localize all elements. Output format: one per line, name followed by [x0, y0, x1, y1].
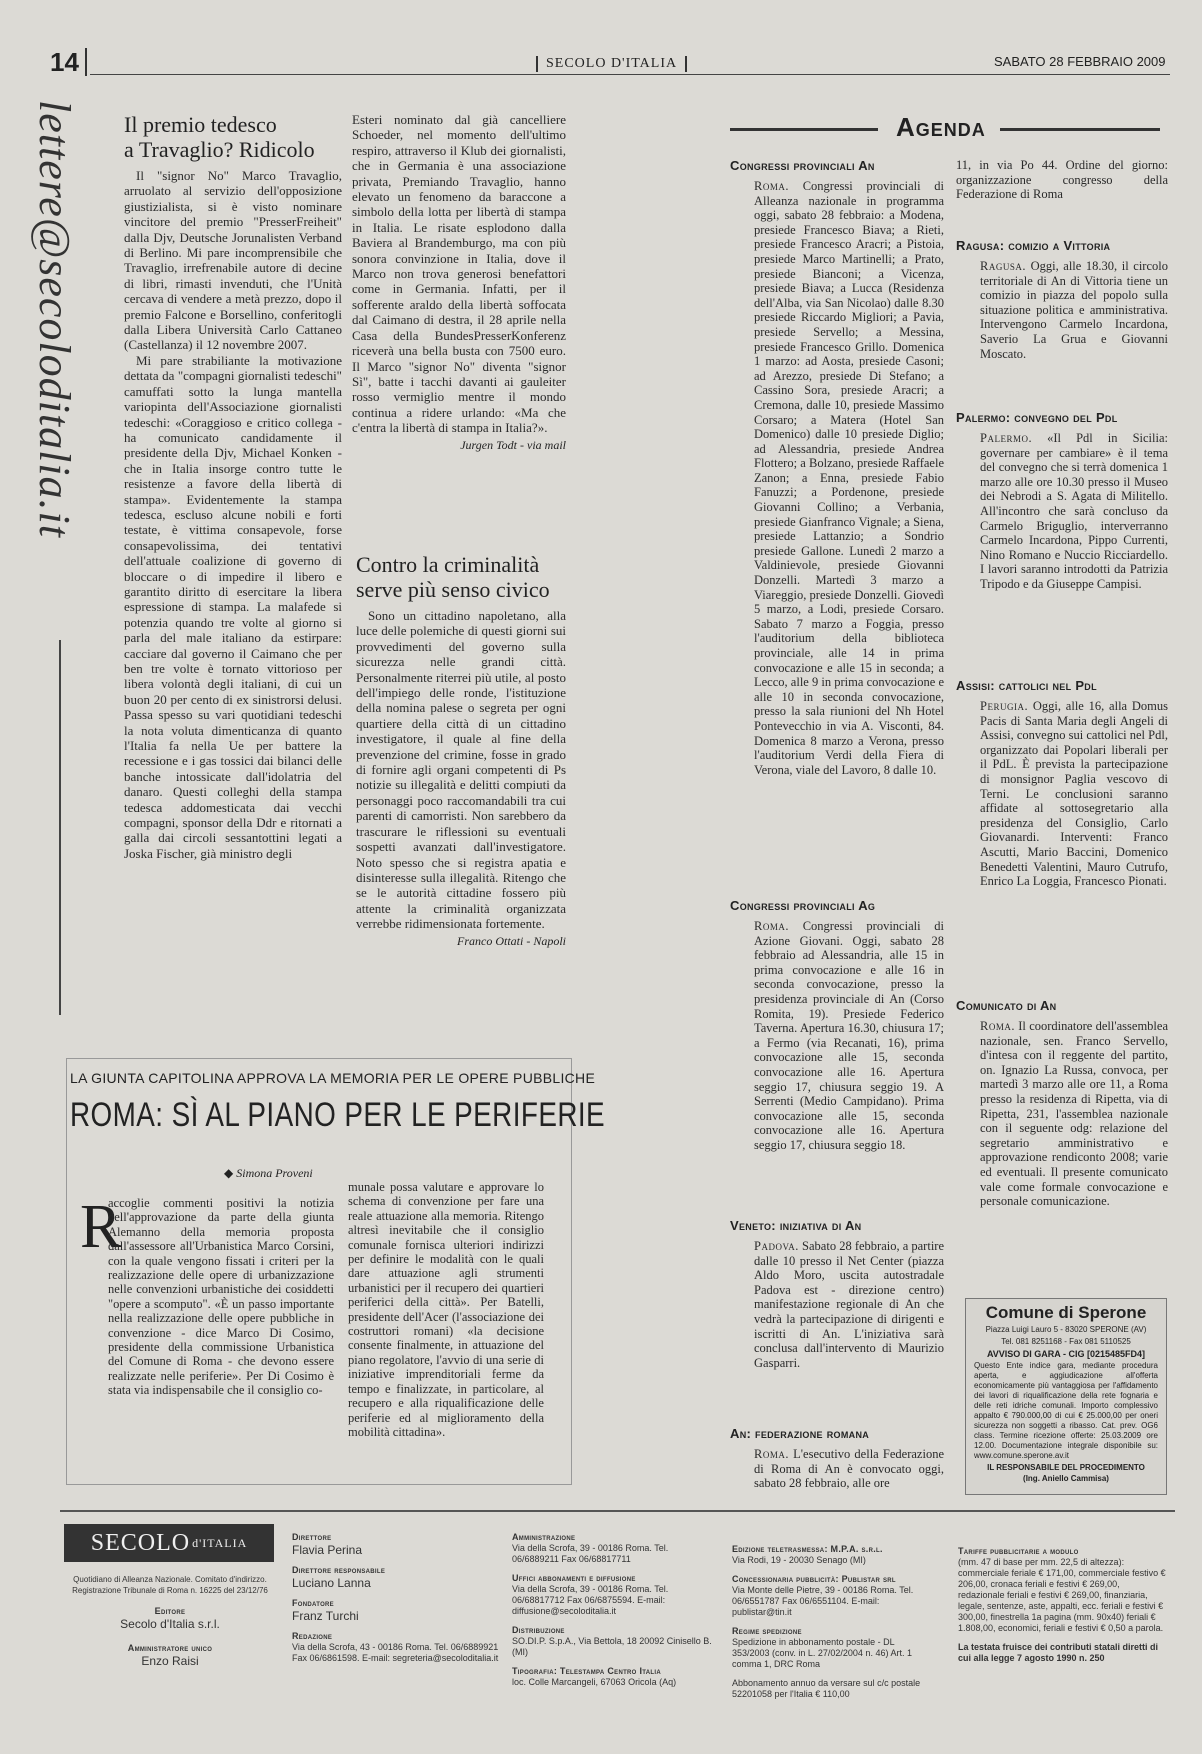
agenda-item: An: federazione romana Roma. L'esecutivo della Federazione di Roma di An è convocato oggi, sabato 28 febbraio, alle ore: [730, 1426, 944, 1491]
letter-criminalita: [356, 552, 566, 949]
page-number: 14: [50, 48, 87, 76]
footer-publisher: Quotidiano di Alleanza Nazionale. Comitato d'indirizzo. Registrazione Tribunale di Roma n. 16225 del 23/12/76 Editore Secolo d'Italia s.r.l. Amministratore unico Enzo Raisi: [72, 1575, 268, 1668]
agenda-rule-left: [730, 128, 878, 131]
paper-name: SECOLO D'ITALIA: [536, 56, 687, 72]
feature-body-col2: munale possa valutare e approvare lo schema di convenzione per fare una reale attuazione alla memoria. Ritengo altresì inevitabile che il consiglio comunale fornisca ulteriori indirizzi per definire le modalità con le quali dare attuazione agli strumenti urbanistici per il recupero dei quartieri periferici della città». Per Batelli, presidente dell'Acer (l'associazione dei costruttori romani) «la decisione consente finalmente, in attuazione del piano regolatore, l'avvio di una serie di iniziative imprenditoriali ferme da tempo e finalizzate, in particolare, al recupero e alla riqualificazione delle periferie ed al miglioramento della mobilità cittadina».: [348, 1180, 544, 1439]
agenda-item: Veneto: iniziativa di An Padova. Sabato 28 febbraio, a partire dalle 10 presso il Net Center (piazza Aldo Moro, uscita autostradale Padova est - direzione centro) manifestazione regionale di An che vedrà la partecipazione di dirigenti e iscritti di An. L'iniziativa sarà conclusa dall'intervento di Maurizio Gasparri.: [730, 1218, 945, 1370]
agenda-title: Agenda: [896, 112, 986, 142]
feature-author: ◆ Simona Proveni: [224, 1166, 313, 1180]
letter-title: Il premio tedesco a Travaglio? Ridicolo: [124, 112, 315, 162]
letter-body-col1: Il "signor No" Marco Travaglio, arruolato al servizio dell'opposizione giustizialista, si è visto nominare vincitore del premio "PresserFreiheit" dalla Djv, Deutsche Jorunalisten Verband di Berlino. Mi pare incomprensibile che Travaglio, irrefrenabile autore di decine di libri, rimasti invenduti, che l'Unità cercava di vendere a metà prezzo, dopo il premio Falcone e Borsellino, conferitogli dalla Libera Università Carlo Cattaneo (Castellanza) il 12 novembre 2007. Mi pare strabiliante la motivazione dettata da "compagni giornalisti tedeschi" camuffati sotto la lunga mantella variopinta dell'Associazione giornalisti tedeschi: «Coraggioso e critico collega - ha comunicato candidamente il presidente della Djv, Michael Konken - che in Italia insorge contro tutte le resistenze a favore della libertà di stampa». Evidentemente la stampa tedesca, escluso alcune nobili e forti testate, è vittima consapevole, forse consapevolissima, dei tentativi dell'attuale coalizione di governo di bloccare o di impedire il libero e garantito diritto di esercitare la libera espressione di stampa. La malafede si potenzia quando tre volte al giorno si parla del male italiano da estirpare: cacciare dal governo il Caimano che per ben tre volte è tornato vittorioso per libera volontà degli italiani, di cui un buon 20 per cento di ex sinistrorsi delusi. Passa spesso su vari quotidiani tedeschi la nota voluta dimenticanza di quanto l'Italia fa nella Ue per battere la recessione e i gas tossici dai bilanci delle banche intossicate dall'idolatria del danaro. Questi colleghi della stampa tedesca addomesticata dai vecchi compagni, sponsor della Ddr e ritornati a galla dai circoli sessantottini legati a Joska Fischer, già ministro degli: [124, 168, 342, 861]
footer-distribution: Edizione teletrasmessa: M.P.A. s.r.l. Via Rodi, 19 - 20030 Senago (MI) Concessionaria pubblicità: Publistar srl Via Monte delle Pietre, 39 - 00186 Roma. Tel. 06/6551787 Fax 06/6551104. E-mail: publistar@tin.it Regime spedizione Spedizione in abbonamento postale - DL 353/2003 (conv. in L. 27/02/2004 n. 46) Art. 1 comma 1, DRC Roma Abbonamento annuo da versare sul c/c postale 52201058 per l'Italia € 110,00: [732, 1544, 921, 1699]
agenda-item: 11, in via Po 44. Ordine del giorno: organizzazione congresso della Federazione di Roma: [956, 158, 1168, 202]
footer-rule: [60, 1510, 1175, 1512]
agenda-item: Palermo: convegno del Pdl Palermo. «Il Pdl in Sicilia: governare per cambiare» è il tema del convegno che si terrà domenica 1 marzo alle ore 10.30 presso il Museo dei Nebrodi a S. Agata di Militello. All'incontro che sarà concluso da Carmelo Briguglio, interverranno Carmelo Incardona, Pippo Currenti, Nino Romano e Nuccio Ricciardello. I lavori saranno introdotti da Patrizia Tripodo e da Giuseppe Campisi.: [956, 410, 1169, 591]
agenda-item: Assisi: cattolici nel Pdl Perugia. Oggi, alle 16, alla Domus Pacis di Santa Maria degli Angeli di Assisi, convegno sui cattolici nel Pdl, organizzato dai Popolari liberali per il PdL. È prevista la partecipazione di monsignor Paglia vescovo di Terni. Le conclusioni saranno affidate al sottosegretario alla presidenza del Consiglio, Carlo Giovanardi. Interventi: Franco Ascutti, Mario Baccini, Domenico Benedetti Valentini, Mauro Cutrufo, Enrico La Loggia, Francesco Pionati.: [956, 678, 1168, 889]
ad-notice: AVVISO DI GARA - CIG [0215485FD4]: [986, 1349, 1146, 1359]
letter-body-col2: Esteri nominato dal già cancelliere Schoeder, nel momento dell'ultimo respiro, attraverso il Klub dei giornalisti, che in Germania è una associazione privata, Premiando Travaglio, hanno elevato un fenomeno da baraccone a simbolo della lotta per libertà di stampa in Italia. Le risate esplodono dalla Baviera al Brandemburgo, ma con più sonora convinzione in Italia, dove il Marco non trova generosi benefattori come in Germania. Infatti, per il sofferente araldo della libertà soffocata dal Caimano di destra, il 28 aprile nella Casa della BundesPresserKonferenz riceverà una bella busta con 7500 euro. Il Marco "signor No" diventa "signor Sì", batte i tacchi davanti ai gauleiter rosso vermiglio mentre il mondo continua a ridere urlando: «Ma che c'entra la libertà di stampa in Italia?».: [352, 112, 566, 436]
comune-sperone-ad: [965, 1298, 1167, 1495]
letter-signature: Jurgen Todt - via mail: [460, 437, 566, 452]
ad-address: Piazza Luigi Lauro 5 - 83020 SPERONE (AV): [985, 1325, 1147, 1334]
footer-rates: Tariffe pubblicitarie a modulo (mm. 47 di base per mm. 22,5 di altezza): commerciale feriale € 171,00, commerciale festivo € 206,00, cronaca feriali e festivi € 269,00, redazionale feriali e festivi € 269,00, finanziaria, legale, sentenze, aste, appalti, ecc. feriali e festivi € 300,00, finestrella 1a pagina (mm. 90x40) feriali € 1.808,00, economici, feriali e festivi € 0,50 a parola. La testata fruisce dei contributi statali diretti di cui alla legge 7 agosto 1990 n. 250: [958, 1546, 1166, 1663]
ad-signer: (Ing. Aniello Cammisa): [1023, 1474, 1109, 1483]
ad-body: Questo Ente indice gara, mediante procedura aperta, e aggiudicazione all'offerta economicamente più vantaggiosa per l'affidamento dei lavori di riqualificazione della rete fognaria e delle reti idriche comunali. Importo complessivo appalto € 790.000,00 di cui € 25.000,00 per oneri sicurezza non soggetti a ribasso. Cat. prev. OG6 class. Termine ricezione offerte: 25.03.2009 ore 12.00. Documentazione integrale disponibile su: www.comune.sperone.av.it: [974, 1361, 1158, 1460]
letters-email-label[interactable]: lettere@secoloditalia.it: [30, 100, 79, 538]
feature-headline: ROMA: SÌ AL PIANO PER LE PERIFERIE: [70, 1096, 606, 1134]
feature-kicker: LA GIUNTA CAPITOLINA APPROVA LA MEMORIA PER LE OPERE PUBBLICHE: [70, 1070, 596, 1086]
letter-body: Sono un cittadino napoletano, alla luce delle polemiche di questi giorni sui provvedimenti del governo sulla sicurezza nelle grandi città. Personalmente riterrei più utile, al posto dell'impiego delle ronde, l'istituzione della nomina palese o segreta per ogni quartiere della città di un cittadino investigatore, il quale al fine della prevenzione del crimine, fosse in grado di fornire agli organi competenti di Ps notizie su illegalità e delitti compiuti da personaggi poco raccomandabili tra cui parenti di camorristi. Non sarebbero da trascurare le riflessioni su eventuali sospetti avanzati dall'investigatore. Noto spesso che si registra apatia e disinteresse sulla illegalità. Ritengo che se le autorità cittadine fossero più attente la criminalità organizzata verrebbe ridimensionata fortemente.: [356, 608, 566, 932]
letters-sidebar: [18, 100, 88, 1010]
agenda-item: Ragusa: comizio a Vittoria Ragusa. Oggi, alle 18.30, il circolo territoriale di An di Vittoria tiene un comizio in piazza del popolo sulla situazione politica e amministrativa. Intervengono Carmelo Incardona, Saverio La Grua e Giovanni Moscato.: [956, 238, 1168, 361]
letter-premio-tedesco-cont: [352, 112, 566, 453]
feature-body-col1: accoglie commenti positivi la notizia dell'approvazione da parte della giunta Alemanno della memoria proposta dall'assessore all'Urbanistica Marco Corsini, con la quale vengono fissati i criteri per la realizzazione delle opere di urbanizzazione nelle convenzioni urbanistiche dei cosiddetti "opere a scomputo". «È un passo importante nella realizzazione delle opere pubbliche in convenzione - dice Marco Di Cosimo, presidente della commissione Urbanistica del Comune di Roma - che devono essere realizzate nelle periferie». Per Di Cosimo è stata via indispensabile che il consiglio co-: [108, 1196, 334, 1398]
header-rule: [90, 74, 1170, 75]
agenda-item: Comunicato di An Roma. Il coordinatore dell'assemblea nazionale, sen. Franco Servello, d'intesa con il reggente del partito, on. Ignazio La Russa, convoca, per martedì 3 marzo alle ore 11, a Roma presso la residenza di Ripetta, via di Ripetta, 231, l'assemblea nazionale con il seguente odg: relazione del segretario amministrativo e approvazione rendiconto 2008; varie ed eventuali. Il presente comunicato vale come formale convocazione e personale comunicazione.: [956, 998, 1169, 1209]
feature-dropcap: R: [80, 1193, 122, 1261]
footer-staff: Direttore Flavia Perina Direttore responsabile Luciano Lanna Fondatore Franz Turchi Redazione Via della Scrofa, 43 - 00186 Roma. Tel. 06/6889921 Fax 06/6861598. E-mail: segreteria@secoloditalia.it: [292, 1532, 499, 1663]
agenda-item: Congressi provinciali An Roma. Congressi provinciali di Alleanza nazionale in programma oggi, sabato 28 febbraio: a Modena, presiede Francesco Biava; a Rieti, presiede Francesco Aracri; a Pistoia, presiede Marco Martinelli; a Prato, presiede Bianconi; a Vicenza, presiede Biava; a Lucca (Residenza dell'Alba, via San Nicolao) dalle 8.30 presiede Riccardo Migliori; a Pavia, presiede Servello; a Messina, presiede Francesco Grillo. Domenica 1 marzo: ad Aosta, presiede Casoni; ad Arezzo, presiede Di Stefano; a Cassino Sora, presiede Aracri; a Cremona, dalle 10, presiede Massimo Corsaro; a Matera (Hotel San Domenico) dalle 10 presiede Diglio; ad Alessandria, presiede Andrea Flottero; a Bolzano, presiede Raffaele Zanon; a Enna, presiede Fabio Fanuzzi; a Pordenone, presiede Giovanni Collino; a Verbania, presiede Gianfranco Vignale; a Siena, presiede Lattanzio; a Sondrio presiede Gallone. Lunedì 2 marzo a Valdinievole, presiede Giovanni Donzelli. Martedì 3 marzo a Viareggio, presiede Donzelli. Giovedì 5 marzo, a Lodi, presiede Corsaro. Sabato 7 marzo a Foggia, presso l'auditorium della biblioteca provinciale, alle 14 in prima convocazione e alle 15 in seconda; a Lecco, alle 9 in prima convocazione e alle 10 in seconda convocazione, presso la sala riunioni del Nh Hotel Pontevecchio in via A. Visconti, 84. Domenica 8 marzo a Verona, presso l'auditorium Verdi della Fiera di Verona, viale del Lavoro, 8 dalle 10.: [730, 158, 944, 777]
ad-signer-title: IL RESPONSABILE DEL PROCEDIMENTO: [987, 1463, 1145, 1472]
agenda-rule-right: [1000, 128, 1160, 131]
issue-date: SABATO 28 FEBBRAIO 2009: [994, 54, 1166, 69]
ad-phone: Tel. 081 8251168 - Fax 081 5110525: [1001, 1337, 1131, 1346]
footer-masthead: SECOLO d'ITALIA: [64, 1524, 274, 1562]
letter-signature: Franco Ottati - Napoli: [457, 933, 566, 948]
footer-offices: Amministrazione Via della Scrofa, 39 - 00186 Roma. Tel. 06/6889211 Fax 06/68817711 Uffici abbonamenti e diffusione Via della Scrofa, 39 - 00186 Roma. Tel. 06/68817712 Fax 06/6875594. E-mail: diffusione@secoloditalia.it Distribuzione SO.DI.P. S.p.A., Via Bettola, 18 20092 Cinisello B. (MI) Tipografia: Telestampa Centro Italia loc. Colle Marcangeli, 67063 Oricola (Aq): [512, 1532, 712, 1687]
sidebar-rule: [59, 640, 61, 1015]
agenda-item: Congressi provinciali Ag Roma. Congressi provinciali di Azione Giovani. Oggi, sabato 28 febbraio ad Alessandria, alle 15 in prima convocazione e alle 16 in seconda convocazione, presso la presidenza provinciale di An (Corso Romita, 19). Presiede Federico Taverna. Apertura 16.30, chiusura 17; a Fermo (via Recanati, 16), prima convocazione alle 15, seconda convocazione alle 16. Apertura seggio 17, chiusura seggio 19. A Serrenti (Medio Campidano). Prima convocazione alle 15, seconda convocazione alle 16. Apertura seggio 17, chiusura seggio 18.: [730, 898, 944, 1152]
letter-title: Contro la criminalità serve più senso civico: [356, 552, 550, 602]
ad-title: Comune di Sperone: [985, 1303, 1147, 1322]
letter-premio-tedesco: [124, 112, 342, 861]
